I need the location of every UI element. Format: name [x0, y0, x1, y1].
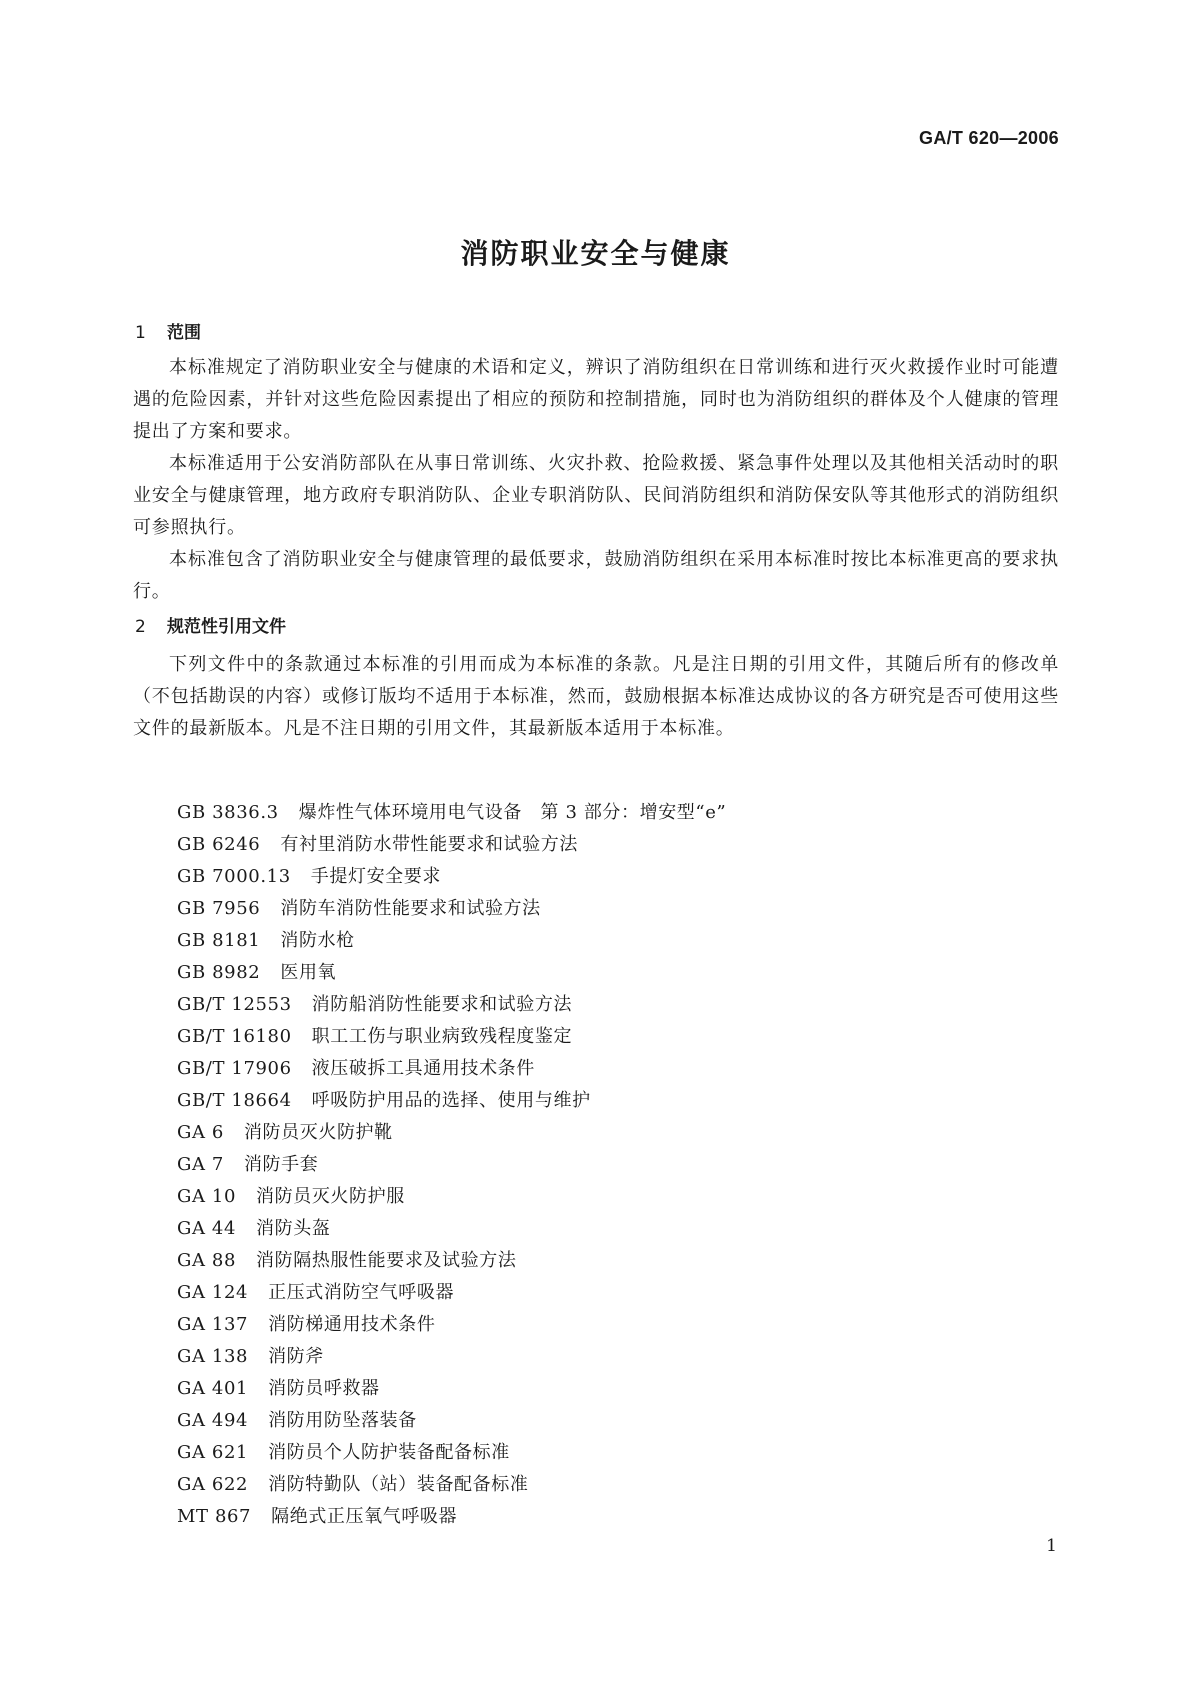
- reference-code: GA 494: [177, 1410, 249, 1431]
- reference-title: 职工工伤与职业病致残程度鉴定: [311, 1026, 573, 1047]
- reference-code: GA 88: [177, 1250, 237, 1271]
- reference-title: 消防员个人防护装备配备标准: [268, 1442, 510, 1463]
- reference-code: GA 138: [177, 1346, 249, 1367]
- reference-code: GB 8181: [177, 930, 261, 951]
- reference-title: 隔绝式正压氧气呼吸器: [271, 1506, 458, 1527]
- reference-item: [177, 1053, 726, 1085]
- reference-item: [177, 1213, 726, 1245]
- reference-code: GB 7000.13: [177, 866, 291, 887]
- standard-code: GA/T 620—2006: [919, 128, 1059, 148]
- reference-title: 消防水枪: [280, 930, 355, 951]
- reference-code: GB 8982: [177, 962, 261, 983]
- reference-item: [177, 1245, 726, 1277]
- reference-title: 消防特勤队（站）装备配备标准: [268, 1474, 529, 1495]
- reference-item: [177, 925, 726, 957]
- reference-title: 消防员灭火防护服: [256, 1186, 405, 1207]
- reference-item: [177, 989, 726, 1021]
- section-number: 1: [135, 323, 146, 343]
- reference-code: GB/T 17906: [177, 1058, 292, 1079]
- reference-item: [177, 797, 726, 829]
- reference-code: GB/T 18664: [177, 1090, 292, 1111]
- reference-item: [177, 1021, 726, 1053]
- reference-title: 消防梯通用技术条件: [268, 1314, 436, 1335]
- reference-title: 消防车消防性能要求和试验方法: [280, 898, 541, 919]
- section-number: 2: [135, 617, 146, 637]
- reference-code: GA 621: [177, 1442, 249, 1463]
- reference-item: [177, 1181, 726, 1213]
- reference-item: [177, 1085, 726, 1117]
- reference-code: GB/T 12553: [177, 994, 292, 1015]
- paragraph: 本标准包含了消防职业安全与健康管理的最低要求，鼓励消防组织在采用本标准时按比本标准更高的要求执行。: [133, 549, 1059, 602]
- reference-item: [177, 1117, 726, 1149]
- page-number: 1: [1046, 1536, 1057, 1556]
- reference-code: GB 6246: [177, 834, 261, 855]
- reference-title: 消防隔热服性能要求及试验方法: [256, 1250, 517, 1271]
- reference-item: [177, 1373, 726, 1405]
- reference-title: 消防斧: [268, 1346, 324, 1367]
- reference-title: 有衬里消防水带性能要求和试验方法: [280, 834, 578, 855]
- reference-item: [177, 1405, 726, 1437]
- reference-title: 正压式消防空气呼吸器: [268, 1282, 455, 1303]
- reference-title: 医用氧: [280, 962, 337, 983]
- document-title: 消防职业安全与健康: [460, 237, 731, 270]
- reference-item: [177, 1437, 726, 1469]
- reference-item: [177, 1341, 726, 1373]
- reference-title: 消防员呼救器: [268, 1378, 380, 1399]
- reference-code: MT 867: [177, 1506, 252, 1527]
- reference-item: [177, 1149, 726, 1181]
- reference-item: [177, 1501, 726, 1533]
- reference-item: [177, 1309, 726, 1341]
- reference-code: GA 124: [177, 1282, 249, 1303]
- reference-title: 呼吸防护用品的选择、使用与维护: [311, 1090, 591, 1111]
- reference-code: GA 6: [177, 1122, 224, 1143]
- reference-code: GA 622: [177, 1474, 249, 1495]
- section-heading-normative-references: [135, 612, 286, 637]
- reference-title: 消防手套: [243, 1154, 319, 1175]
- reference-item: [177, 957, 726, 989]
- section-heading-scope: [135, 318, 201, 343]
- reference-code: GA 401: [177, 1378, 249, 1399]
- section-title: 规范性引用文件: [167, 617, 286, 637]
- reference-title: 液压破拆工具通用技术条件: [311, 1058, 535, 1079]
- paragraph: 本标准适用于公安消防部队在从事日常训练、火灾扑救、抢险救援、紧急事件处理以及其他相关活动时的职业安全与健康管理，地方政府专职消防队、企业专职消防队、民间消防组织和消防保安队等其他形式的消防组织可参照执行。: [133, 453, 1059, 538]
- reference-code: GA 137: [177, 1314, 249, 1335]
- reference-code: GA 10: [177, 1186, 237, 1207]
- reference-code: GB 3836.3: [177, 802, 279, 823]
- paragraph: 下列文件中的条款通过本标准的引用而成为本标准的条款。凡是注日期的引用文件，其随后所有的修改单（不包括勘误的内容）或修订版均不适用于本标准，然而，鼓励根据本标准达成协议的各方研究是否可使用这些文件的最新版本。凡是不注日期的引用文件，其最新版本适用于本标准。: [133, 654, 1059, 739]
- reference-code: GB/T 16180: [177, 1026, 292, 1047]
- reference-title: 手提灯安全要求: [310, 866, 441, 887]
- reference-code: GB 7956: [177, 898, 261, 919]
- reference-list: [177, 797, 726, 1533]
- reference-item: [177, 1469, 726, 1501]
- section-title: 范围: [167, 323, 201, 343]
- reference-item: [177, 829, 726, 861]
- reference-code: GA 7: [177, 1154, 224, 1175]
- reference-title: 消防员灭火防护靴: [243, 1122, 393, 1143]
- reference-title: 消防船消防性能要求和试验方法: [311, 994, 573, 1015]
- reference-code: GA 44: [177, 1218, 237, 1239]
- reference-item: [177, 893, 726, 925]
- reference-item: [177, 861, 726, 893]
- reference-title: 消防用防坠落装备: [268, 1410, 417, 1431]
- reference-item: [177, 1277, 726, 1309]
- paragraph: 本标准规定了消防职业安全与健康的术语和定义，辨识了消防组织在日常训练和进行灭火救援作业时可能遭遇的危险因素，并针对这些危险因素提出了相应的预防和控制措施，同时也为消防组织的群体及个人健康的管理提出了方案和要求。: [133, 357, 1059, 442]
- reference-title: 爆炸性气体环境用电气设备 第 3 部分：增安型“e”: [298, 802, 727, 823]
- reference-title: 消防头盔: [256, 1218, 331, 1239]
